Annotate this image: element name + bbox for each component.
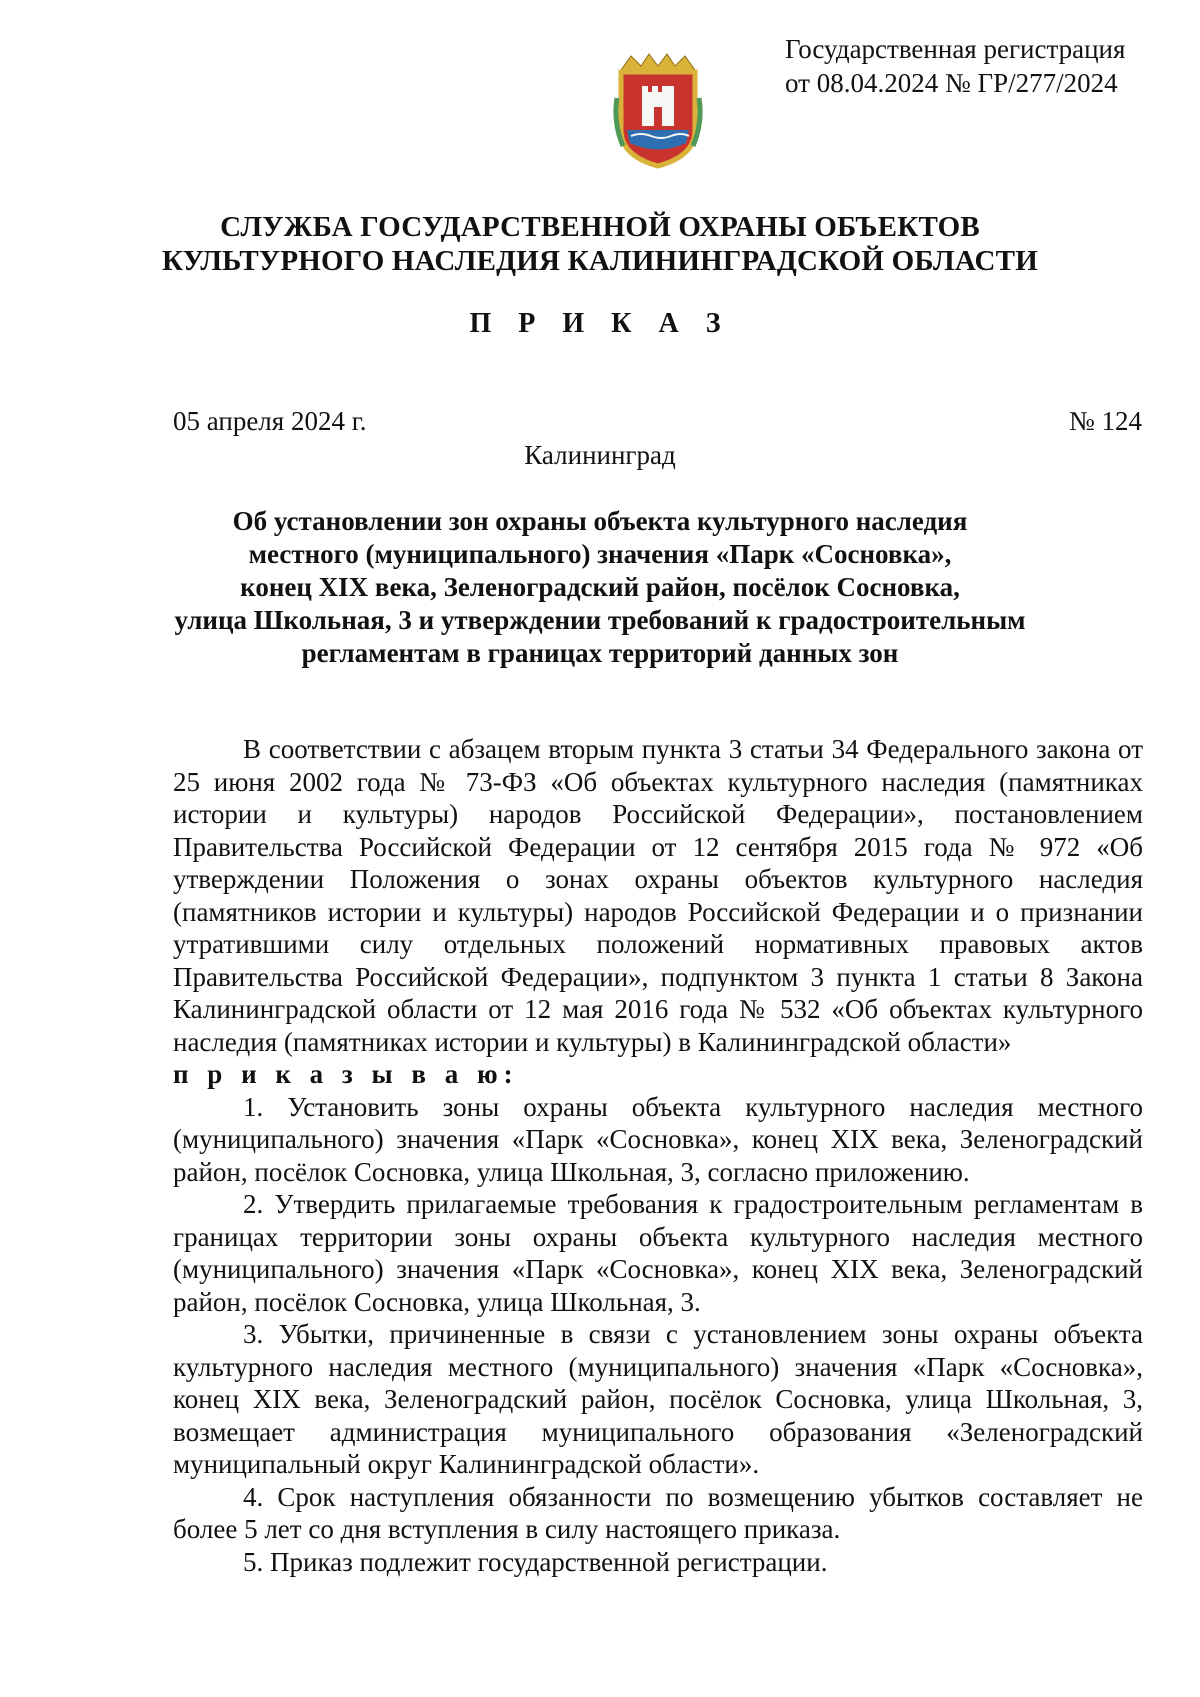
subject-line-4: улица Школьная, 3 и утверждении требований к градостроительным <box>174 605 1026 635</box>
registration-line-2: от 08.04.2024 № ГР/277/2024 <box>785 68 1118 98</box>
subject-line-5: регламентам в границах территорий данных зон <box>301 638 899 668</box>
document-city: Калининград <box>524 440 676 470</box>
subject-line-3: конец XIX века, Зеленоградский район, посёлок Сосновка, <box>240 572 960 602</box>
body-item-5: 5. Приказ подлежит государственной регистрации. <box>243 1546 828 1577</box>
document-title: П Р И К А З <box>469 308 731 339</box>
document-subject <box>150 505 1050 670</box>
body-item-1: 1. Установить зоны охраны объекта культурного наследия местного (муниципального) значения «Парк «Сосновка», конец XIX века, Зеленоградский район, посёлок Сосновка, улица Школьная, 3, согласно приложению. <box>173 1091 1143 1187</box>
agency-line-1: СЛУЖБА ГОСУДАРСТВЕННОЙ ОХРАНЫ ОБЪЕКТОВ <box>220 211 980 243</box>
document-date: 05 апреля 2024 г. <box>173 406 367 436</box>
subject-line-2: местного (муниципального) значения «Парк «Сосновка», <box>248 539 952 569</box>
subject-line-1: Об установлении зон охраны объекта культурного наследия <box>232 506 968 536</box>
body-item-2: 2. Утвердить прилагаемые требования к градостроительным регламентам в границах территории зоны охраны объекта культурного наследия местного (муниципального) значения «Парк «Сосновка», конец XIX века, Зеленоградский район, посёлок Сосновка, улица Школьная, 3. <box>173 1189 1143 1317</box>
body-order-word: п р и к а з ы в а ю: <box>173 1059 519 1089</box>
kaliningrad-coat-of-arms-icon <box>613 52 703 170</box>
registration-line-1: Государственная регистрация <box>785 34 1126 64</box>
document-body <box>173 733 1143 1578</box>
body-item-3: 3. Убытки, причиненные в связи с установлением зоны охраны объекта культурного наследия местного (муниципального) значения «Парк «Сосновка», конец XIX века, Зеленоградский район, посёлок Сосновка, улица Школьная, 3, возмещает администрация муниципального образования «Зеленоградский муниципальный округ Калининградской области». <box>173 1319 1143 1479</box>
body-item-4: 4. Срок наступления обязанности по возмещению убытков составляет не более 5 лет со дня вступления в силу настоящего приказа. <box>173 1481 1143 1544</box>
agency-line-2: КУЛЬТУРНОГО НАСЛЕДИЯ КАЛИНИНГРАДСКОЙ ОБЛАСТИ <box>162 245 1038 277</box>
document-number: № 124 <box>1068 406 1142 436</box>
agency-name <box>0 210 1200 278</box>
registration-stamp <box>785 32 1165 100</box>
body-preamble: В соответствии с абзацем вторым пункта 3 статьи 34 Федерального закона от 25 июня 2002 года № 73-ФЗ «Об объектах культурного наследия (памятниках истории и культуры) народов Российской Федерации», постановлением Правительства Российской Федерации от 12 сентября 2015 года № 972 «Об утверждении Положения о зонах охраны объектов культурного наследия (памятников истории и культуры) народов Российской Федерации и о признании утратившими силу отдельных положений нормативных правовых актов Правительства Российской Федерации», подпунктом 3 пункта 1 статьи 8 Закона Калининградской области от 12 мая 2016 года № 532 «Об объектах культурного наследия (памятниках истории и культуры) в Калининградской области» <box>173 734 1143 1057</box>
